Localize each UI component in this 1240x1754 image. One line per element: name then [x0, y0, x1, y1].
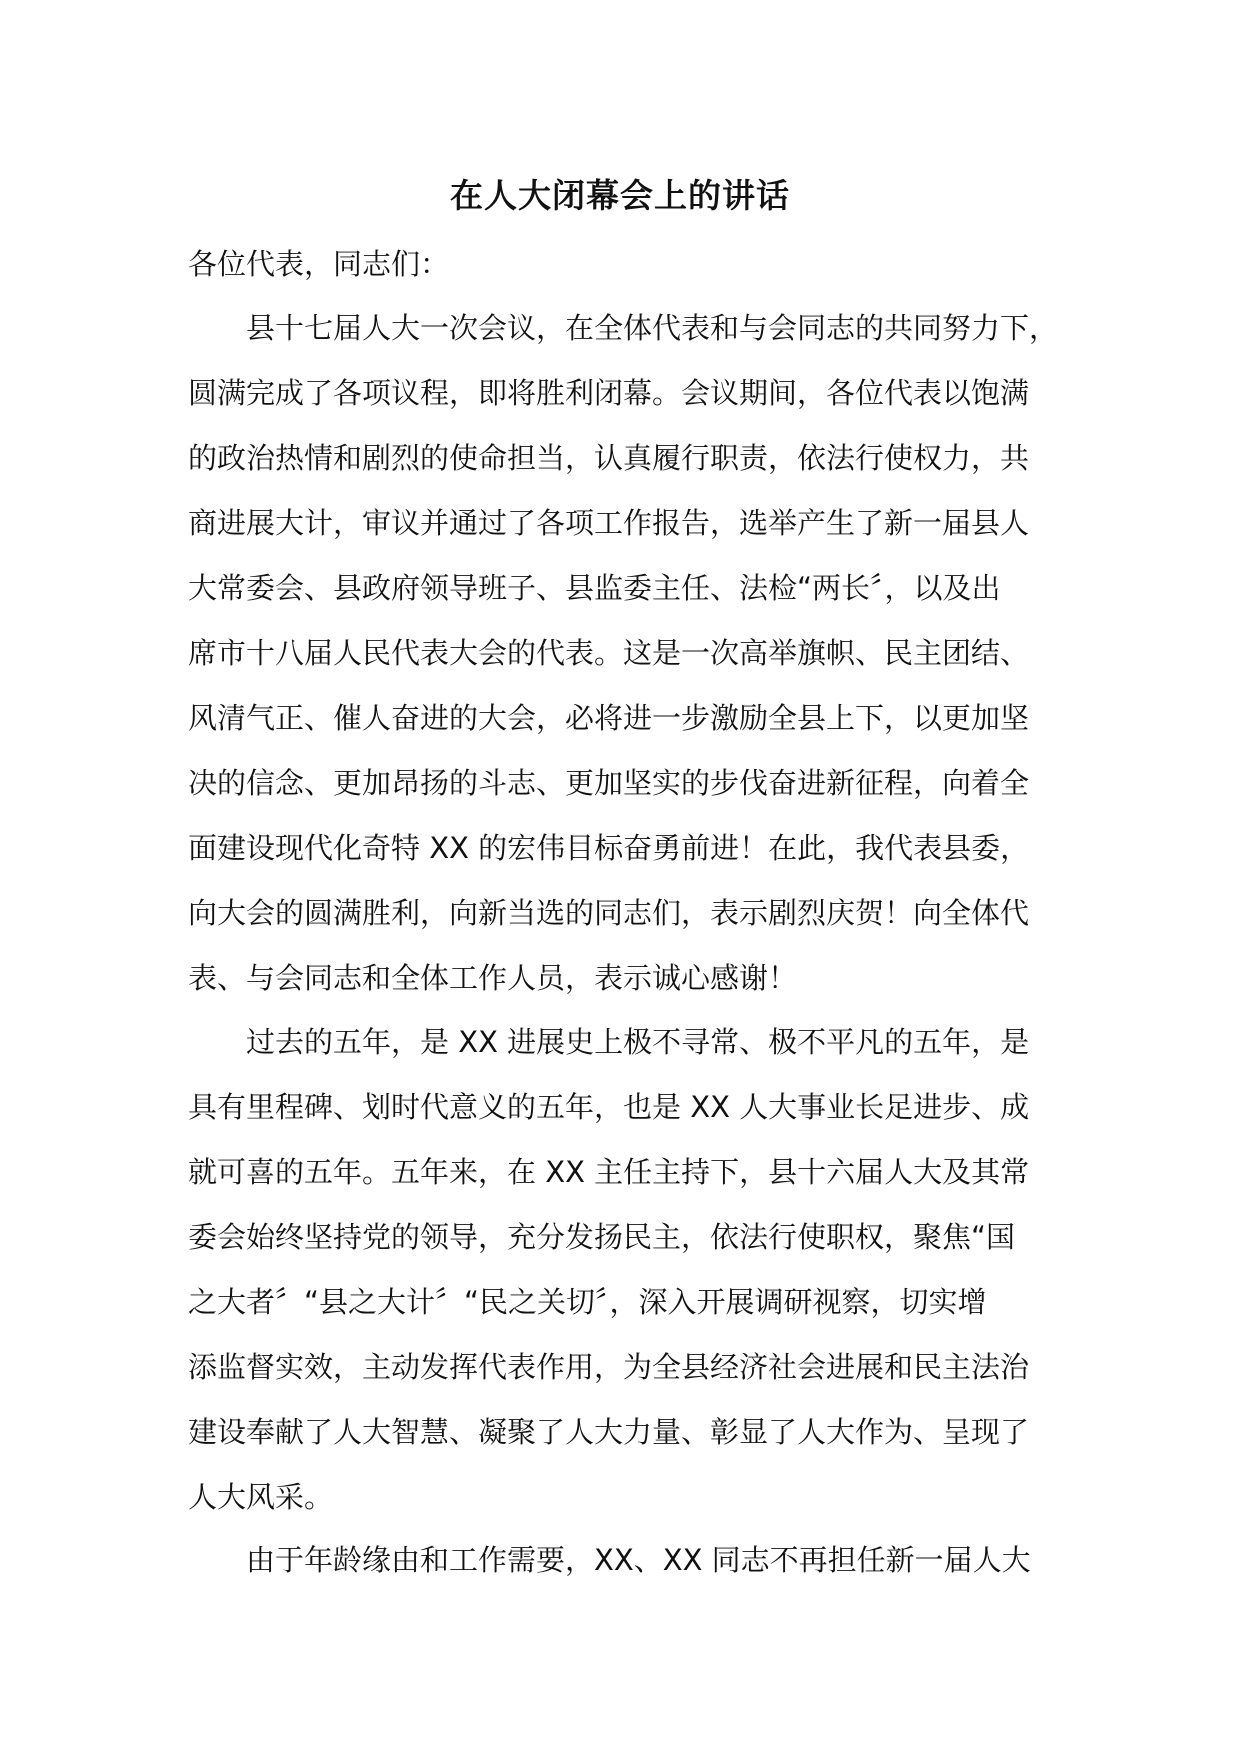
paragraph-line: 就可喜的五年。五年来，在 XX 主任主持下，县十六届人大及其常: [188, 1155, 1030, 1189]
paragraph-line: 委会始终坚持党的领导，充分发扬民主，依法行使职权，聚焦“国: [188, 1220, 1016, 1254]
paragraph-line: 之大者〞“县之大计〞“民之关切〞，深入开展调研视察，切实增: [188, 1285, 987, 1319]
paragraph-line: 的政治热情和剧烈的使命担当，认真履行职责，依法行使权力，共: [188, 441, 1030, 475]
paragraph-line: 席市十八届人民代表大会的代表。这是一次高举旗帜、民主团结、: [188, 636, 1030, 670]
paragraph-line: 建设奉献了人大智慧、凝聚了人大力量、彰显了人大作为、呈现了: [188, 1415, 1030, 1449]
paragraph-line: 圆满完成了各项议程，即将胜利闭幕。会议期间，各位代表以饱满: [188, 376, 1030, 410]
paragraph-line: 决的信念、更加昂扬的斗志、更加坚实的步伐奋进新征程，向着全: [188, 766, 1030, 800]
paragraph-line: 具有里程碑、划时代意义的五年，也是 XX 人大事业长足进步、成: [188, 1090, 1030, 1124]
paragraph-2: [188, 1018, 1068, 1538]
paragraph-1: [188, 304, 1068, 1019]
paragraph-line: 人大风采。: [188, 1480, 334, 1514]
document-title: 在人大闭幕会上的讲话: [450, 176, 790, 215]
paragraph-line: 风清气正、催人奋进的大会，必将进一步激励全县上下，以更加坚: [188, 701, 1030, 735]
paragraph-line: 面建设现代化奇特 XX 的宏伟目标奋勇前进！在此，我代表县委，: [188, 831, 1030, 865]
paragraph-line: 商进展大计，审议并通过了各项工作报告，选举产生了新一届县人: [188, 506, 1030, 540]
salutation: 各位代表，同志们：: [188, 247, 450, 281]
paragraph-3: [188, 1536, 1068, 1601]
paragraph-line: 表、与会同志和全体工作人员，表示诚心感谢！: [188, 961, 798, 995]
paragraph-line: 过去的五年，是 XX 进展史上极不寻常、极不平凡的五年，是: [246, 1025, 1030, 1059]
paragraph-line: 县十七届人大一次会议，在全体代表和与会同志的共同努力下，: [246, 311, 1059, 345]
paragraph-line: 向大会的圆满胜利，向新当选的同志们，表示剧烈庆贺！向全体代: [188, 896, 1030, 930]
paragraph-line: 添监督实效，主动发挥代表作用，为全县经济社会进展和民主法治: [188, 1350, 1030, 1384]
paragraph-line: 由于年龄缘由和工作需要，XX、XX 同志不再担任新一届人大: [246, 1543, 1031, 1577]
paragraph-line: 大常委会、县政府领导班子、县监委主任、法检“两长〞，以及出: [188, 571, 1001, 605]
